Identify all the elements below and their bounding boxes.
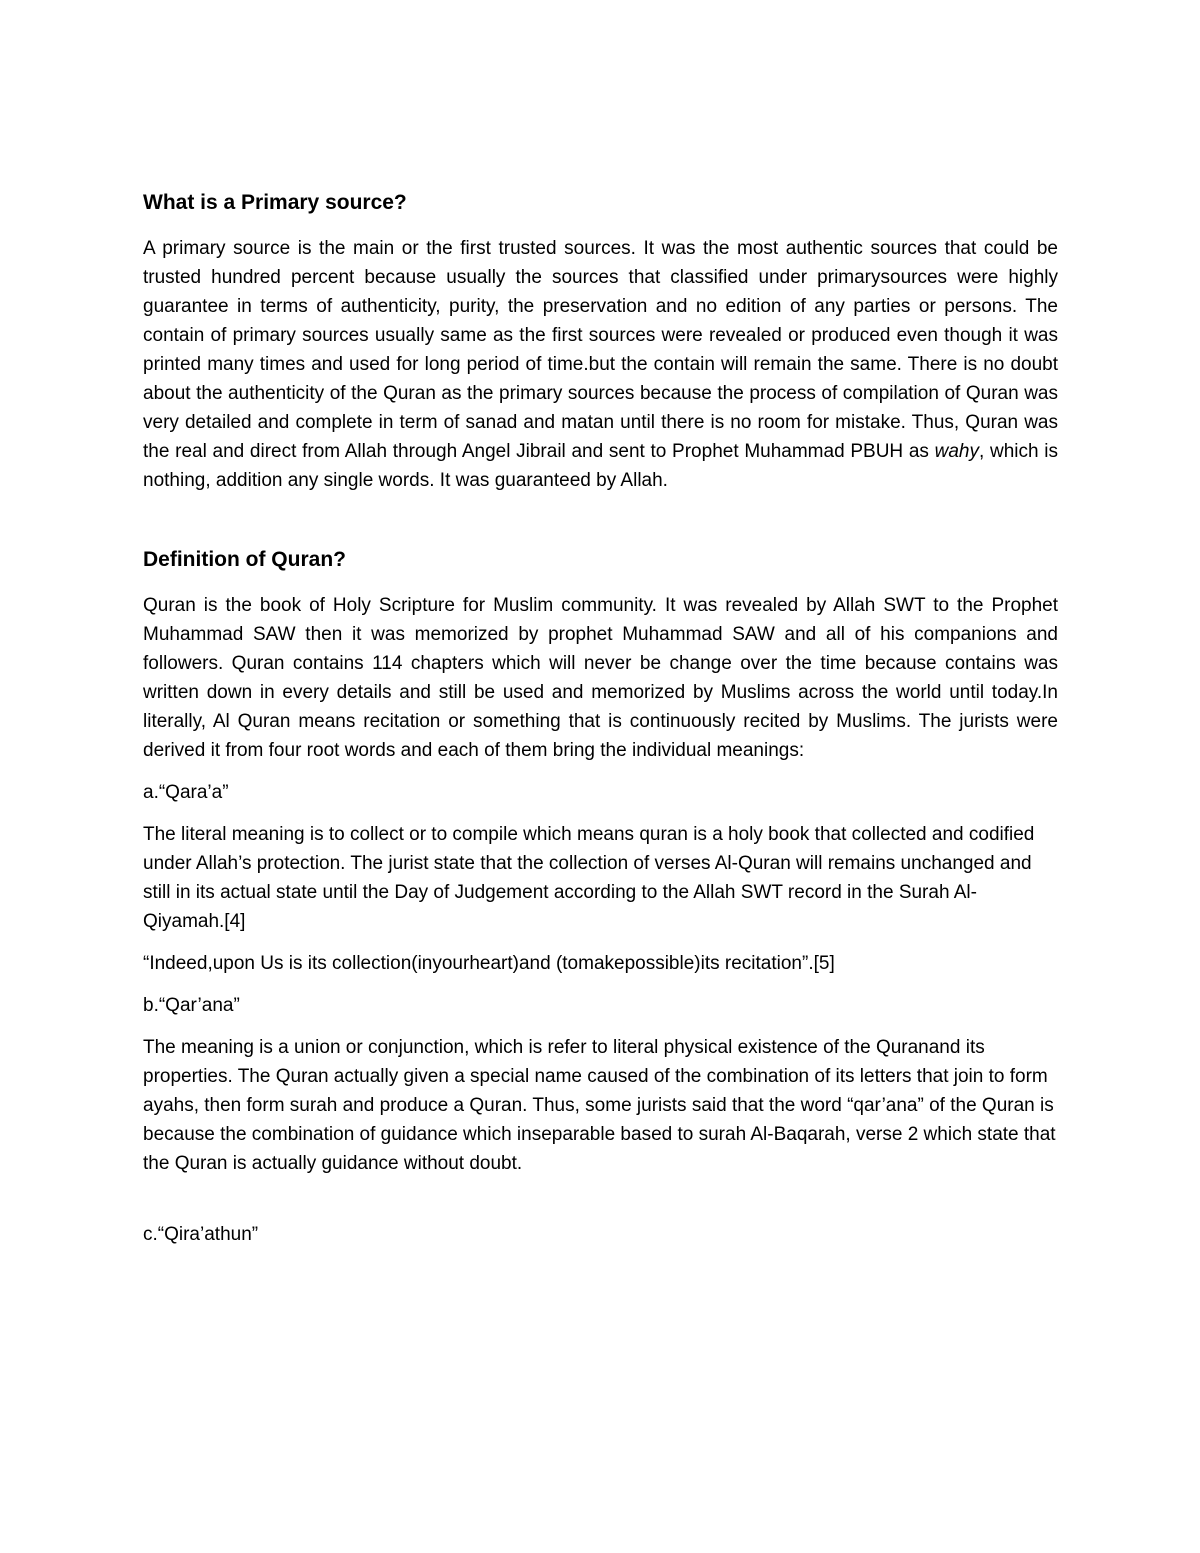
item-a-text: The literal meaning is to collect or to compile which means quran is a holy book that collected and codified under Allah’s protection. The jurist state that the collection of verses Al-Quran will remains unchanged and still in its actual state until the Day of Judgement according to the Allah SWT record in the Surah Al-Qiyamah.[4] (143, 824, 1035, 932)
primary-source-heading: What is a Primary source? (143, 191, 407, 214)
item-b-text: The meaning is a union or conjunction, which is refer to literal physical existence of the Quranand its properties. The Quran actually given a special name caused of the combination of its letters that join to form ayahs, then form surah and produce a Quran. Thus, some jurists said that the word “qar’ana” of the Quran is because the combination of guidance which inseparable based to surah Al-Baqarah, verse 2 which state that the Quran is actually guidance without doubt. (143, 1037, 1056, 1174)
item-a-quote: “Indeed,upon Us is its collection(inyourheart)and (tomakepossible)its recitation”.[5] (143, 953, 835, 974)
definition-heading: Definition of Quran? (143, 548, 346, 571)
primary-source-paragraph (143, 234, 1058, 495)
definition-paragraph: Quran is the book of Holy Scripture for Muslim community. It was revealed by Allah SWT to the Prophet Muhammad SAW then it was memorized by prophet Muhammad SAW and all of his companions and followers. Quran contains 114 chapters which will never be change over the time because contains was written down in every details and still be used and memorized by Muslims across the world until today.In literally, Al Quran means recitation or something that is continuously recited by Muslims. The jurists were derived it from four root words and each of them bring the individual meanings: (143, 595, 1058, 761)
item-c-label: c.“Qira’athun” (143, 1224, 259, 1245)
item-a-label: a.“Qara’a” (143, 782, 229, 803)
primary-source-text-end: , which is nothing, addition any single words. It was guaranteed by Allah. (143, 441, 1058, 491)
primary-source-text: A primary source is the main or the first trusted sources. It was the most authentic sources that could be trusted hundred percent because usually the sources that classified under primarysources were highly guarantee in terms of authenticity, purity, the preservation and no edition of any parties or persons. The contain of primary sources usually same as the first sources were revealed or produced even though it was printed many times and used for long period of time.but the contain will remain the same. There is no doubt about the authenticity of the Quran as the primary sources because the process of compilation of Quran was very detailed and complete in term of sanad and matan until there is no room for mistake. Thus, Quran was the real and direct from Allah through Angel Jibrail and sent to Prophet Muhammad PBUH as (143, 238, 1058, 462)
item-b-label: b.“Qar’ana” (143, 995, 240, 1016)
document-body (143, 188, 1058, 1262)
wahy-term: wahy (934, 441, 979, 462)
